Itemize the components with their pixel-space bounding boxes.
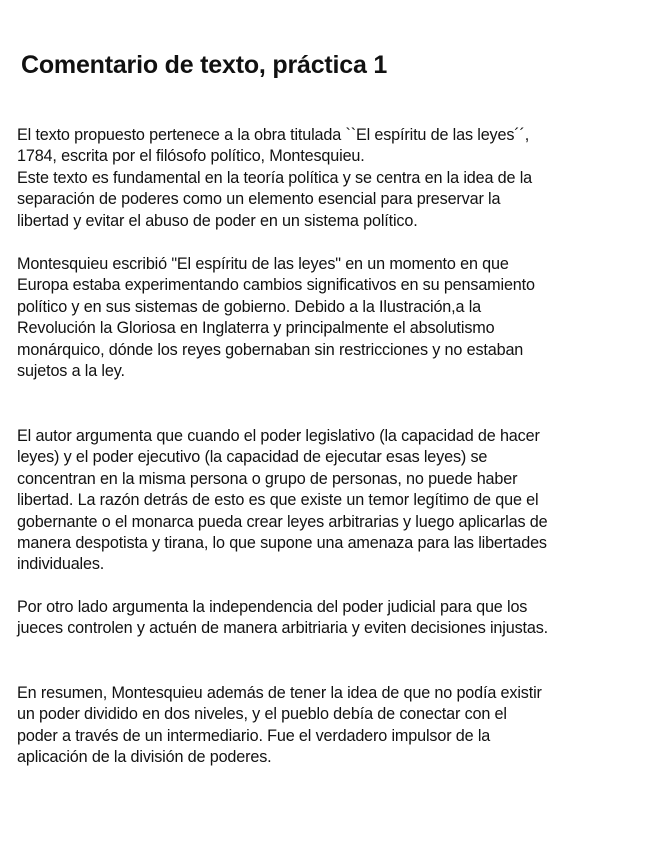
text-line: separación de poderes como un elemento esencial para preservar la	[17, 190, 501, 209]
text-line: un poder dividido en dos niveles, y el pueblo debía de conectar con el	[17, 705, 507, 724]
text-line: Este texto es fundamental en la teoría política y se centra en la idea de la	[17, 168, 533, 187]
text-line: jueces controlen y actuén de manera arbitriaria y eviten decisiones injustas.	[17, 619, 549, 638]
text-line: Por otro lado argumenta la independencia del poder judicial para que los	[17, 598, 528, 616]
text-line: monárquico, dónde los reyes gobernaban sin restricciones y no estaban	[17, 340, 524, 359]
text-line: 1784, escrita por el filósofo político, Montesquieu.	[17, 147, 365, 166]
text-line: Europa estaba experimentando cambios significativos en su pensamiento	[17, 276, 535, 295]
text-line: En resumen, Montesquieu además de tener la idea de que no podía existir	[17, 684, 542, 702]
text-line: libertad. La razón detrás de esto es que existe un temor legítimo de que el	[17, 491, 539, 510]
text-line: poder a través de un intermediario. Fue el verdadero impulsor de la	[17, 726, 491, 745]
text-line: El autor argumenta que cuando el poder legislativo (la capacidad de hacer	[17, 427, 540, 445]
text-line: individuales.	[17, 555, 105, 574]
text-line: El texto propuesto pertenece a la obra titulada ``El espíritu de las leyes´´,	[17, 126, 530, 144]
text-line: manera despotista y tirana, lo que supone una amenaza para las libertades	[17, 534, 547, 553]
paragraph-argument	[17, 426, 637, 576]
paragraph-introduction	[17, 125, 637, 232]
text-line: libertad y evitar el abuso de poder en un sistema político.	[17, 211, 418, 230]
text-line: gobernante o el monarca pueda crear leyes arbitrarias y luego aplicarlas de	[17, 512, 548, 531]
document-title: Comentario de texto, práctica 1	[21, 51, 388, 79]
paragraph-judicial	[17, 597, 637, 640]
text-line: aplicación de la división de poderes.	[17, 748, 272, 767]
text-line: leyes) y el poder ejecutivo (la capacidad de ejecutar esas leyes) se	[17, 448, 488, 467]
text-line: concentran en la misma persona o grupo de personas, no puede haber	[17, 469, 518, 488]
text-line: político y en sus sistemas de gobierno. Debido a la Ilustración,a la	[17, 297, 481, 316]
paragraph-context	[17, 254, 637, 382]
text-line: Montesquieu escribió "El espíritu de las leyes" en un momento en que	[17, 255, 509, 273]
paragraph-summary	[17, 683, 637, 769]
text-line: Revolución la Gloriosa en Inglaterra y principalmente el absolutismo	[17, 319, 495, 338]
text-line: sujetos a la ley.	[17, 362, 125, 381]
